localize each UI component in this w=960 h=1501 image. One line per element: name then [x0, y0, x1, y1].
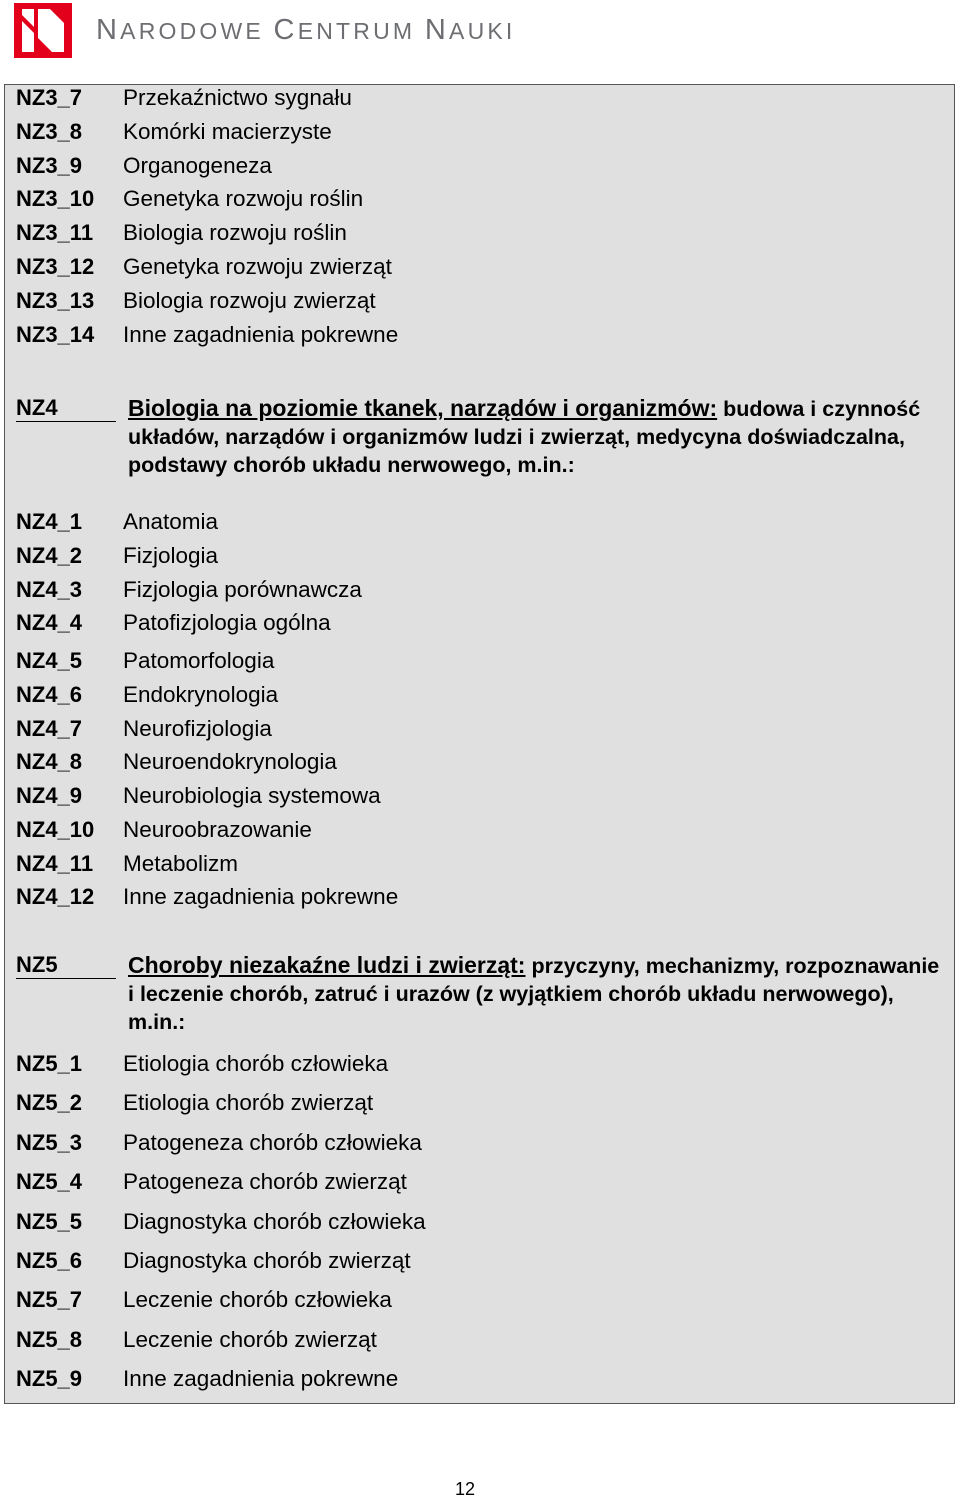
- list-item: [5, 116, 953, 150]
- item-code: NZ4_7: [16, 715, 83, 741]
- item-code: NZ4_10: [16, 816, 95, 842]
- list-item: [5, 1206, 953, 1240]
- item-label: Etiologia chorób zwierząt: [123, 1090, 374, 1116]
- item-code: NZ3_7: [16, 85, 83, 110]
- classification-panel: [4, 84, 955, 1404]
- item-code: NZ3_10: [16, 186, 95, 212]
- item-code: NZ5_8: [16, 1326, 83, 1352]
- item-label: Anatomia: [123, 509, 219, 534]
- item-label: Neuroendokrynologia: [123, 749, 337, 775]
- item-label: Diagnostyka chorób człowieka: [123, 1208, 426, 1234]
- item-label: Patogeneza chorób człowieka: [123, 1129, 422, 1155]
- item-label: Genetyka rozwoju zwierząt: [123, 254, 392, 279]
- item-label: Neurofizjologia: [123, 715, 272, 741]
- list-item: [5, 645, 953, 679]
- item-code: NZ5_1: [16, 1051, 83, 1076]
- item-code: NZ4_9: [16, 783, 83, 808]
- item-label: Patogeneza chorób zwierząt: [123, 1169, 407, 1195]
- item-code: NZ4_3: [16, 576, 83, 602]
- item-label: Biologia rozwoju zwierząt: [123, 287, 376, 313]
- item-code: NZ5_2: [16, 1090, 83, 1116]
- item-label: Fizjologia porównawcza: [123, 576, 362, 602]
- section-code: NZ4: [16, 395, 116, 422]
- page-header: [0, 0, 960, 80]
- list-item: [5, 1127, 953, 1161]
- list-item: [5, 540, 953, 574]
- item-label: Komórki macierzyste: [123, 118, 332, 144]
- list-item: [5, 82, 953, 116]
- item-code: NZ5_6: [16, 1248, 83, 1273]
- item-code: NZ5_3: [16, 1129, 83, 1155]
- item-code: NZ3_8: [16, 118, 83, 144]
- list-item: [5, 1166, 953, 1200]
- list-item: [5, 1324, 953, 1358]
- item-label: Endokrynologia: [123, 681, 279, 707]
- item-label: Leczenie chorób człowieka: [123, 1287, 392, 1313]
- list-item: [5, 1087, 953, 1121]
- item-code: NZ3_9: [16, 152, 83, 178]
- item-code: NZ5_7: [16, 1287, 83, 1313]
- list-item: [5, 251, 953, 285]
- list-item: [5, 1245, 953, 1279]
- item-label: Inne zagadnienia pokrewne: [123, 884, 399, 910]
- item-code: NZ5_4: [16, 1169, 83, 1195]
- item-label: Patofizjologia ogólna: [123, 610, 331, 636]
- item-code: NZ3_12: [16, 254, 95, 279]
- item-label: Diagnostyka chorób zwierząt: [123, 1248, 411, 1273]
- item-code: NZ4_4: [16, 610, 83, 636]
- section-subtitle: przyczyny, mechanizmy, rozpoznawanie i leczenie chorób, zatruć i urazów (z wyjątkiem chorób układu nerwowego), m.in.:: [128, 954, 940, 1034]
- item-code: NZ4_6: [16, 681, 83, 707]
- item-label: Neuroobrazowanie: [123, 816, 312, 842]
- list-item: [5, 217, 953, 251]
- list-item: [5, 881, 953, 915]
- list-item: [5, 1363, 953, 1397]
- item-label: Neurobiologia systemowa: [123, 783, 381, 808]
- item-label: Inne zagadnienia pokrewne: [123, 1366, 399, 1392]
- list-item: [5, 746, 953, 780]
- item-code: NZ5_9: [16, 1366, 83, 1392]
- item-label: Etiologia chorób człowieka: [123, 1051, 389, 1076]
- section-description: [128, 394, 943, 479]
- item-code: NZ4_11: [16, 850, 94, 876]
- item-code: NZ3_14: [16, 321, 95, 347]
- item-label: Metabolizm: [123, 850, 239, 876]
- section-title: Choroby niezakaźne ludzi i zwierząt:: [128, 952, 526, 978]
- item-code: NZ4_2: [16, 542, 83, 568]
- item-code: NZ4_12: [16, 884, 95, 910]
- organization-name: NARODOWE CENTRUM NAUKI: [96, 14, 516, 46]
- list-item: [5, 319, 953, 353]
- list-item: [5, 150, 953, 184]
- list-item: [5, 607, 953, 641]
- list-item: [5, 183, 953, 217]
- list-item: [5, 848, 953, 882]
- list-item: [5, 780, 953, 814]
- item-label: Inne zagadnienia pokrewne: [123, 321, 399, 347]
- page-number: 12: [455, 1479, 476, 1499]
- list-item: [5, 713, 953, 747]
- item-code: NZ5_5: [16, 1208, 83, 1234]
- item-label: Genetyka rozwoju roślin: [123, 186, 364, 212]
- section-subtitle: budowa i czynność układów, narządów i organizmów ludzi i zwierząt, medycyna doświadczalna, podstawy chorób układu nerwowego, m.in.:: [128, 397, 921, 477]
- item-label: Biologia rozwoju roślin: [123, 220, 347, 246]
- item-label: Leczenie chorób zwierząt: [123, 1326, 377, 1352]
- section-description: [128, 951, 943, 1036]
- list-item: [5, 285, 953, 319]
- item-code: NZ4_5: [16, 648, 83, 673]
- list-item: [5, 506, 953, 540]
- list-item: [5, 679, 953, 713]
- item-label: Fizjologia: [123, 542, 219, 568]
- item-code: NZ3_11: [16, 220, 94, 246]
- list-item: [5, 1048, 953, 1082]
- section-title: Biologia na poziomie tkanek, narządów i organizmów:: [128, 395, 718, 421]
- item-code: NZ4_8: [16, 749, 83, 775]
- ncn-logo-icon: [14, 3, 72, 58]
- item-code: NZ4_1: [16, 509, 83, 534]
- item-code: NZ3_13: [16, 287, 95, 313]
- list-item: [5, 574, 953, 608]
- list-item: [5, 1284, 953, 1318]
- item-label: Przekaźnictwo sygnału: [123, 85, 352, 110]
- item-label: Patomorfologia: [123, 648, 275, 673]
- item-label: Organogeneza: [123, 152, 272, 178]
- list-item: [5, 814, 953, 848]
- section-code: NZ5: [16, 952, 116, 979]
